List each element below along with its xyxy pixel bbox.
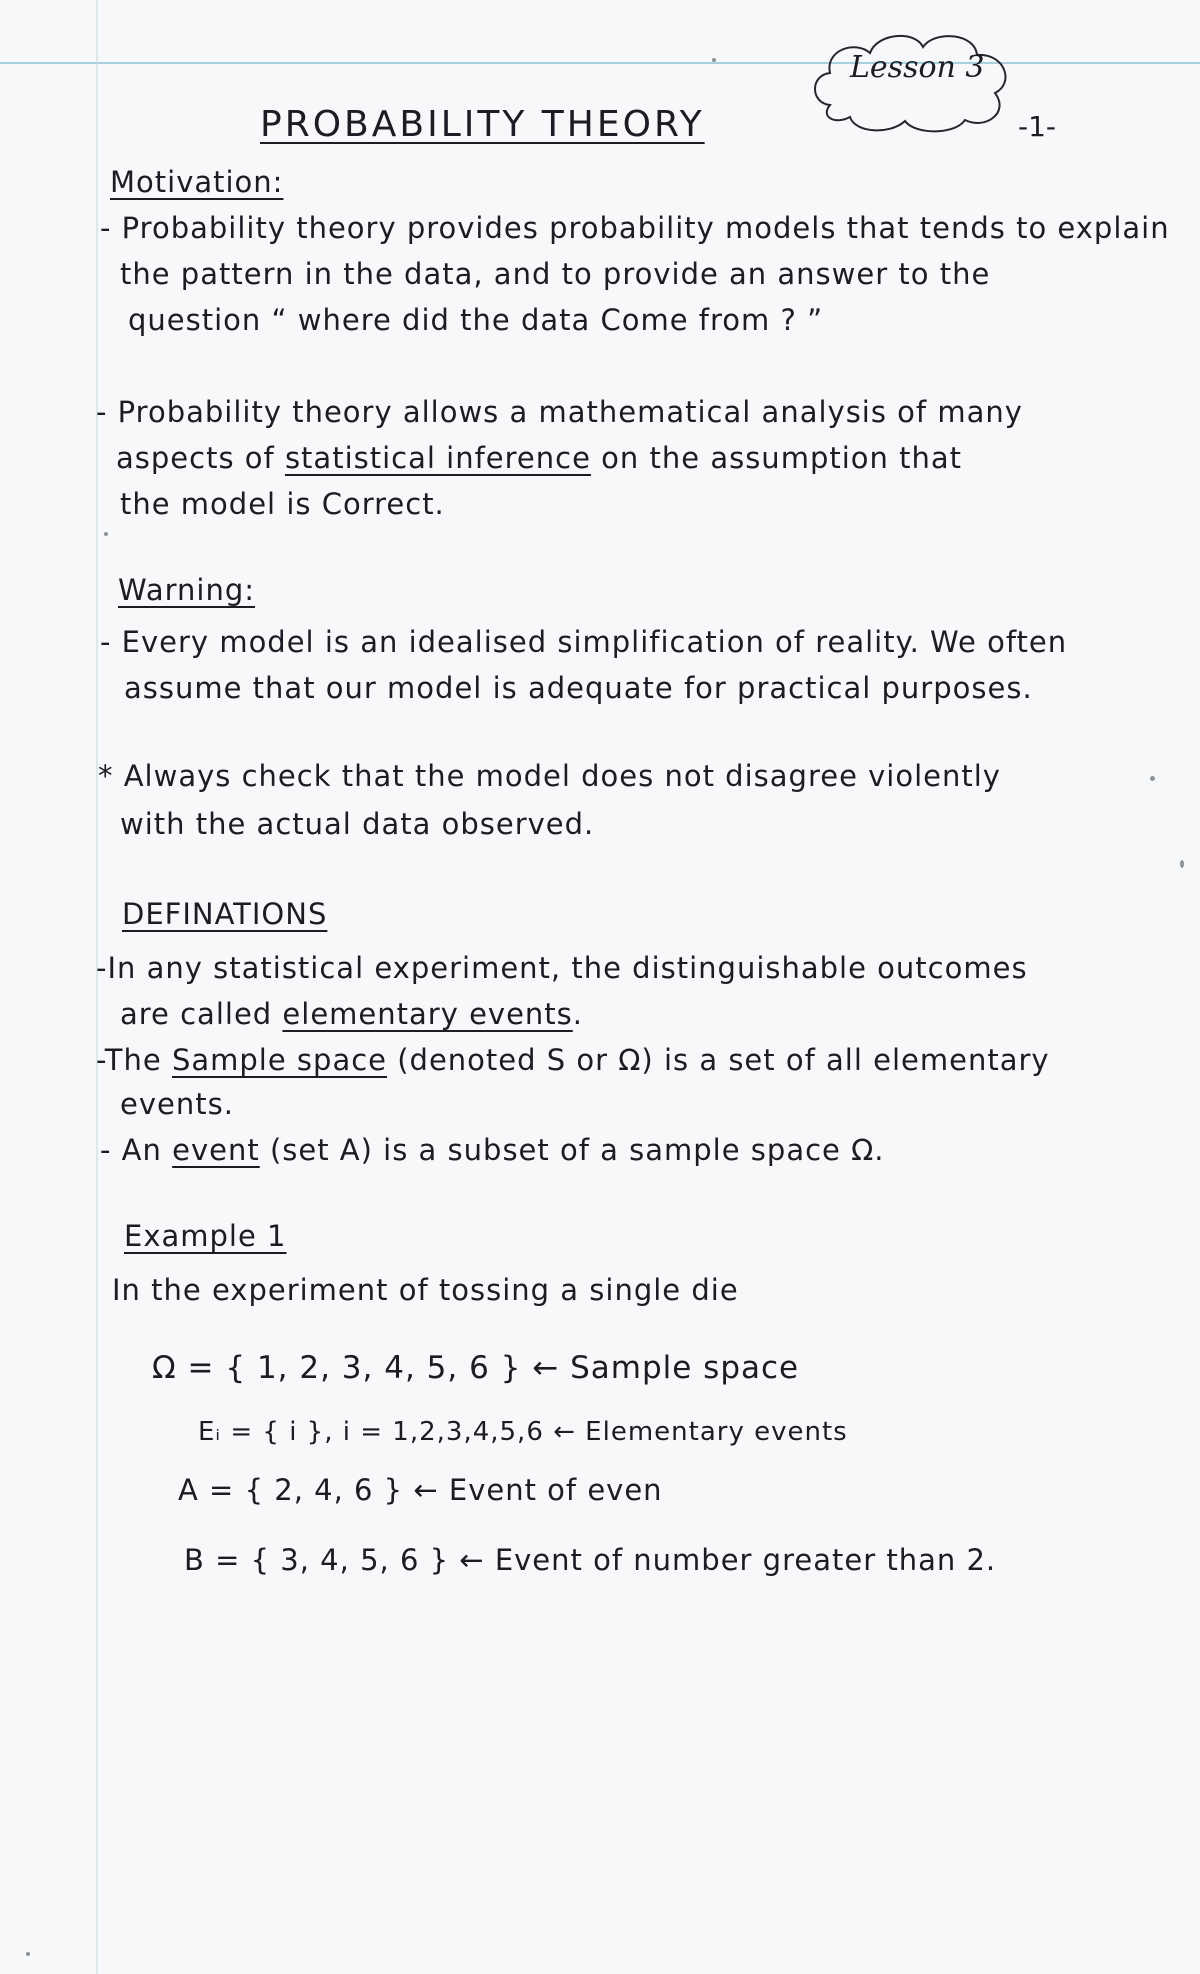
term-statistical-inference: statistical inference bbox=[284, 441, 591, 475]
text-aspects-of: aspects of bbox=[116, 441, 285, 475]
definition-line-1: -In any statistical experiment, the distinguishable outcomes bbox=[96, 951, 1028, 985]
text-the: -The bbox=[96, 1043, 172, 1077]
definition-line-5 bbox=[100, 1130, 884, 1170]
motivation-line-2: the pattern in the data, and to provide an answer to the bbox=[120, 257, 991, 291]
example-sample-space: Ω = { 1, 2, 3, 4, 5, 6 } ← Sample space bbox=[152, 1350, 800, 1386]
motivation-heading: Motivation: bbox=[110, 165, 284, 199]
page-title: PROBABILITY THEORY bbox=[260, 104, 705, 145]
text-are-called: are called bbox=[120, 997, 283, 1031]
term-sample-space: Sample space bbox=[171, 1043, 387, 1077]
warning-line-1: - Every model is an idealised simplification of reality. We often bbox=[100, 625, 1068, 659]
warning-line-3: * Always check that the model does not disagree violently bbox=[98, 759, 1001, 793]
text-an: - An bbox=[100, 1133, 173, 1167]
motivation-line-3: question “ where did the data Come from ? ” bbox=[128, 303, 824, 337]
term-elementary-events: elementary events bbox=[282, 997, 573, 1031]
page-lower-blank bbox=[0, 1640, 1200, 1974]
motivation-line-4: - Probability theory allows a mathematical analysis of many bbox=[96, 395, 1023, 429]
speck-dot bbox=[712, 58, 716, 62]
definition-line-4: events. bbox=[120, 1087, 234, 1121]
warning-heading: Warning: bbox=[118, 573, 255, 607]
speck-dot bbox=[1180, 860, 1184, 868]
example-event-b: B = { 3, 4, 5, 6 } ← Event of number greater than 2. bbox=[184, 1543, 997, 1577]
page-number: -1- bbox=[1018, 110, 1057, 143]
example-heading: Example 1 bbox=[124, 1219, 287, 1253]
text-period: . bbox=[572, 997, 584, 1031]
lesson-label: Lesson 3 bbox=[850, 50, 985, 85]
term-event: event bbox=[172, 1133, 260, 1167]
text-subset: (set A) is a subset of a sample space Ω. bbox=[259, 1133, 885, 1167]
definitions-heading: DEFINATIONS bbox=[122, 897, 328, 931]
speck-dot bbox=[104, 532, 108, 536]
example-elementary-events: Eᵢ = { i }, i = 1,2,3,4,5,6 ← Elementary events bbox=[198, 1417, 848, 1447]
example-intro: In the experiment of tossing a single die bbox=[112, 1273, 739, 1307]
warning-line-2: assume that our model is adequate for practical purposes. bbox=[124, 671, 1033, 705]
motivation-line-1: - Probability theory provides probability models that tends to explain bbox=[100, 211, 1170, 245]
motivation-line-5 bbox=[116, 438, 962, 478]
definition-line-3 bbox=[96, 1040, 1050, 1080]
speck-dot bbox=[1150, 776, 1155, 781]
warning-line-4: with the actual data observed. bbox=[120, 807, 595, 841]
text-on-assumption: on the assumption that bbox=[590, 441, 963, 475]
definition-line-2 bbox=[120, 994, 583, 1034]
speck-dot bbox=[26, 1952, 30, 1956]
example-event-a: A = { 2, 4, 6 } ← Event of even bbox=[178, 1473, 663, 1507]
text-denoted: (denoted S or Ω) is a set of all elementary bbox=[387, 1043, 1050, 1077]
motivation-line-6: the model is Correct. bbox=[120, 487, 445, 521]
